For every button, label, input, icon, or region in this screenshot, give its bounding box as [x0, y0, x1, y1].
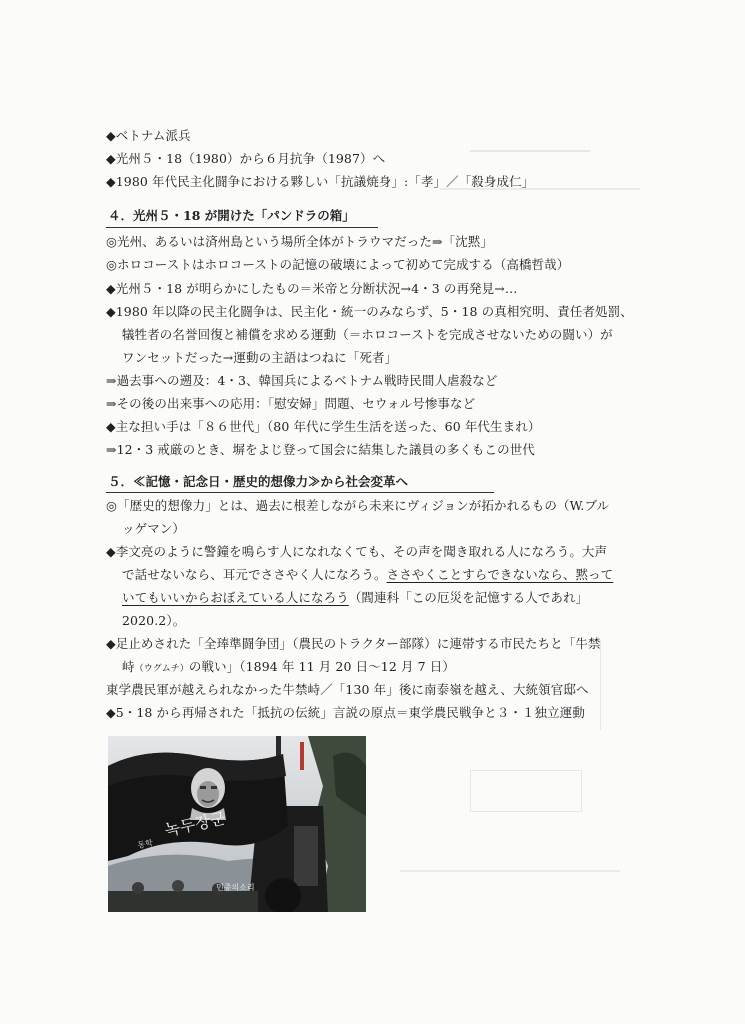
bullet-line: ◆光州５・18（1980）から６月抗争（1987）へ: [106, 151, 386, 166]
text-line: ⇒12・3 戒厳のとき、塀をよじ登って国会に結集した議員の多くもこの世代: [106, 442, 535, 457]
text-line: ◎「歴史的想像力」とは、過去に根差しながら未来にヴィジョンが拓かれるもの（W.ブル: [106, 498, 610, 513]
underlined-quote: ささやくことすらできないなら、黙って: [386, 567, 614, 582]
section-heading-5: ５．≪記憶・記念日・歴史的想像力≫から社会変革へ: [108, 474, 409, 489]
heading-underline: [106, 492, 494, 493]
text-segment: で話せないなら、耳元でささやく人になろう。: [122, 567, 387, 582]
text-line: 東学農民軍が越えられなかった牛禁峙／「130 年」後に南泰嶺を越え、大統領官邸へ: [106, 682, 589, 697]
text-line: ◆足止めされた「全琫準闘争団」（農民のトラクター部隊）に連帯する市民たちと「牛禁: [106, 636, 601, 651]
bullet-line: ◆ベトナム派兵: [106, 128, 191, 143]
bleed-through-mark: [400, 870, 620, 872]
ruby-annotation: （ウグムチ）: [134, 664, 189, 674]
text-line: ◎光州、あるいは済州島という場所全体がトラウマだった⇒「沈黙」: [106, 234, 493, 249]
text-line: ◎ホロコーストはホロコーストの記憶の破壊によって初めて完成する（高橋哲哉）: [106, 257, 570, 272]
bullet-line: ◆1980 年代民主化闘争における夥しい「抗議焼身」:「孝」／「殺身成仁」: [106, 174, 535, 189]
text-line: 犠牲者の名誉回復と補償を求める運動（＝ホロコーストを完成させないための闘い）が: [122, 327, 613, 342]
photo-illustration: [108, 736, 366, 912]
text-segment: 峙: [122, 659, 135, 674]
text-line: [122, 659, 455, 677]
text-line: ◆李文亮のように警鐘を鳴らす人になれなくても、その声を聞き取れる人になろう。大声: [106, 544, 608, 559]
text-line: [122, 567, 613, 583]
flag-slogan: 녹두장군: [162, 808, 228, 840]
heading-underline: [106, 227, 378, 228]
text-segment: （閻連科「この厄災を記憶する人であれ」: [348, 590, 589, 605]
text-line: ワンセットだった→運動の主語はつねに「死者」: [122, 350, 398, 365]
text-line: ◆5・18 から再帰された「抵抗の伝統」言説の原点＝東学農民戦争と３・１独立運動: [106, 705, 585, 720]
text-line: ◆光州５・18 が明らかにしたもの＝米帝と分断状況→4・3 の再発見→…: [106, 281, 518, 296]
flag-small-text: 동학: [136, 838, 154, 850]
protest-flag-photo: [108, 736, 366, 912]
bleed-through-mark: [470, 770, 582, 812]
text-line: ⇒その後の出来事への応用：「慰安婦」問題、セウォル号惨事など: [106, 396, 476, 411]
text-line: [122, 590, 588, 606]
bleed-through-mark: [470, 150, 590, 152]
text-line: ッゲマン）: [122, 521, 186, 536]
text-line: ◆1980 年以降の民主化闘争は、民主化・統一のみならず、5・18 の真相究明、責任者処罰、: [106, 304, 633, 319]
section-heading-4: ４．光州５・18 が開けた「パンドラの箱」: [108, 208, 355, 223]
text-segment: の戦い」（1894 年 11 月 20 日～12 月 7 日）: [188, 659, 455, 674]
text-line: ⇒過去事への遡及：4・3、韓国兵によるベトナム戦時民間人虐殺など: [106, 373, 498, 388]
text-line: 2020.2）。: [122, 613, 186, 628]
underlined-quote: いてもいいからおぼえている人になろう: [122, 590, 349, 605]
text-line: ◆主な担い手は「８６世代」（80 年代に学生生活を送った、60 年代生まれ）: [106, 419, 541, 434]
photo-caption: 민중의소리: [216, 883, 255, 892]
